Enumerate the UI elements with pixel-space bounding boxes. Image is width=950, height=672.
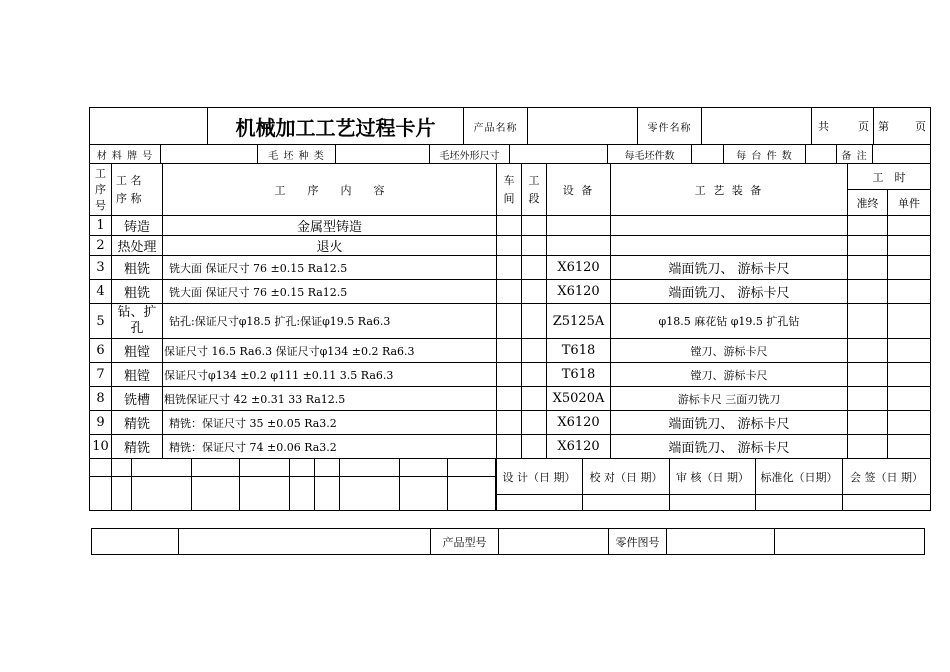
- col-workshop-line-1: 车: [503, 173, 515, 187]
- revision-cell: [192, 477, 240, 511]
- review-label: 审 核（日 期）: [670, 459, 756, 495]
- workshop-cell: [497, 236, 522, 256]
- revision-cell: [340, 477, 400, 511]
- time-final-cell: [848, 339, 888, 363]
- remarks-label: 备 注: [837, 145, 873, 164]
- workshop-cell: [497, 216, 522, 236]
- col-section-line-2: 段: [528, 191, 540, 205]
- standard-label: 标准化（日期）: [756, 459, 843, 495]
- step-content: 保证尺寸 16.5 Ra6.3 保证尺寸φ134 ±0.2 Ra6.3: [163, 339, 497, 363]
- revision-cell: [112, 477, 132, 511]
- equipment-cell: X6120: [547, 256, 611, 280]
- footer-blank-cell: [179, 529, 431, 555]
- step-no: 4: [90, 280, 112, 304]
- time-unit-cell: [888, 363, 931, 387]
- step-content: 保证尺寸φ134 ±0.2 φ111 ±0.11 3.5 Ra6.3: [163, 363, 497, 387]
- revision-cell: [192, 459, 240, 477]
- time-final-cell: [848, 411, 888, 435]
- time-final-cell: [848, 236, 888, 256]
- tooling-cell: 镗刀、游标卡尺: [611, 363, 848, 387]
- time-final-cell: [848, 363, 888, 387]
- card-title: 机械加工工艺过程卡片: [208, 108, 464, 145]
- step-name: 粗铣: [112, 256, 163, 280]
- col-step-no: [90, 164, 112, 216]
- tooling-cell: [611, 216, 848, 236]
- step-name: 钻、扩孔: [112, 304, 163, 339]
- col-step-no-char-1: 工: [95, 166, 106, 180]
- step-content: 精铣：保证尺寸 74 ±0.06 Ra3.2: [163, 435, 497, 459]
- section-cell: [522, 387, 547, 411]
- workshop-cell: [497, 339, 522, 363]
- total-pages-cell: [812, 108, 874, 145]
- material-label: 材 料 牌 号: [90, 145, 161, 164]
- col-step-name-line-1: 工 名: [116, 173, 142, 187]
- tooling-cell: φ18.5 麻花钻 φ19.5 扩孔钻: [611, 304, 848, 339]
- material-value[interactable]: [161, 145, 258, 164]
- revision-grid: [89, 458, 497, 511]
- step-no: 10: [90, 435, 112, 459]
- product-model-value[interactable]: [499, 529, 609, 555]
- part-name-value[interactable]: [702, 108, 812, 145]
- revision-cell: [112, 459, 132, 477]
- product-name-value[interactable]: [528, 108, 638, 145]
- revision-cell: [90, 459, 112, 477]
- table-row: [90, 435, 931, 459]
- part-name-label: 零件名称: [638, 108, 702, 145]
- signature-label-row: [496, 459, 931, 495]
- tooling-cell: [611, 236, 848, 256]
- sheet-label: 第: [878, 120, 889, 133]
- design-label: 设 计（日 期）: [496, 459, 583, 495]
- revision-row: [90, 477, 497, 511]
- col-section-line-1: 工: [528, 173, 540, 187]
- tooling-cell: 端面铣刀、 游标卡尺: [611, 280, 848, 304]
- revision-cell: [340, 459, 400, 477]
- time-unit-cell: [888, 304, 931, 339]
- section-cell: [522, 363, 547, 387]
- col-time-unit: 单件: [888, 190, 931, 216]
- time-final-cell: [848, 280, 888, 304]
- blank-type-label: 毛 坯 种 类: [258, 145, 336, 164]
- table-row: [90, 304, 931, 339]
- section-cell: [522, 216, 547, 236]
- equipment-cell: X6120: [547, 435, 611, 459]
- step-name: 粗镗: [112, 339, 163, 363]
- section-cell: [522, 411, 547, 435]
- step-no: 3: [90, 256, 112, 280]
- revision-row: [90, 459, 497, 477]
- time-unit-cell: [888, 256, 931, 280]
- time-final-cell: [848, 256, 888, 280]
- step-no: 8: [90, 387, 112, 411]
- table-row: [90, 236, 931, 256]
- col-step-name: [112, 164, 163, 216]
- signature-value-row: [496, 495, 931, 511]
- product-model-label: 产品型号: [431, 529, 499, 555]
- column-header-row: [90, 164, 931, 190]
- time-unit-cell: [888, 216, 931, 236]
- revision-cell: [400, 477, 448, 511]
- col-workshop-line-2: 间: [503, 191, 515, 205]
- step-content: 精铣：保证尺寸 35 ±0.05 Ra3.2: [163, 411, 497, 435]
- table-row: [90, 363, 931, 387]
- section-cell: [522, 304, 547, 339]
- check-label: 校 对（日 期）: [583, 459, 670, 495]
- standard-signature[interactable]: [756, 495, 843, 511]
- step-no: 1: [90, 216, 112, 236]
- equipment-cell: T618: [547, 363, 611, 387]
- blank-size-label: 毛坯外形尺寸: [430, 145, 510, 164]
- section-cell: [522, 280, 547, 304]
- workshop-cell: [497, 387, 522, 411]
- equipment-cell: X6120: [547, 411, 611, 435]
- time-unit-cell: [888, 339, 931, 363]
- revision-cell: [132, 477, 192, 511]
- footer-blank-cell: [775, 529, 925, 555]
- time-unit-cell: [888, 387, 931, 411]
- per-unit-label: 每 台 件 数: [724, 145, 806, 164]
- workshop-cell: [497, 435, 522, 459]
- section-cell: [522, 435, 547, 459]
- equipment-cell: [547, 216, 611, 236]
- sheet-number-cell: [874, 108, 931, 145]
- design-signature[interactable]: [496, 495, 583, 511]
- card-header-table: [89, 107, 931, 145]
- revision-cell: [240, 459, 290, 477]
- table-row: [90, 387, 931, 411]
- logo-cell: [90, 108, 208, 145]
- time-unit-cell: [888, 411, 931, 435]
- time-final-cell: [848, 216, 888, 236]
- equipment-cell: X6120: [547, 280, 611, 304]
- time-unit-cell: [888, 435, 931, 459]
- signature-block: [89, 458, 930, 512]
- revision-cell: [132, 459, 192, 477]
- tooling-cell: 镗刀、游标卡尺: [611, 339, 848, 363]
- table-row: [90, 339, 931, 363]
- process-table: [89, 163, 931, 459]
- part-drawing-label: 零件图号: [609, 529, 667, 555]
- table-row: [90, 256, 931, 280]
- step-content: 退火: [163, 236, 497, 256]
- tooling-cell: 游标卡尺 三面刃铣刀: [611, 387, 848, 411]
- revision-cell: [290, 459, 315, 477]
- step-name: 铸造: [112, 216, 163, 236]
- step-name: 热处理: [112, 236, 163, 256]
- step-name: 铣槽: [112, 387, 163, 411]
- step-name: 精铣: [112, 435, 163, 459]
- col-section: [522, 164, 547, 216]
- col-step-no-char-3: 号: [95, 198, 106, 212]
- step-content: 金属型铸造: [163, 216, 497, 236]
- revision-cell: [448, 459, 497, 477]
- product-name-label: 产品名称: [464, 108, 528, 145]
- part-drawing-value[interactable]: [667, 529, 775, 555]
- countersign-signature[interactable]: [843, 495, 931, 511]
- revision-cell: [315, 459, 340, 477]
- footer-strip: [91, 528, 924, 555]
- step-name: 粗镗: [112, 363, 163, 387]
- step-content: 粗铣保证尺寸 42 ±0.31 33 Ra12.5: [163, 387, 497, 411]
- revision-cell: [90, 477, 112, 511]
- step-name: 精铣: [112, 411, 163, 435]
- equipment-cell: [547, 236, 611, 256]
- col-tooling: 工 艺 装 备: [611, 164, 848, 216]
- per-unit-value[interactable]: [806, 145, 837, 164]
- material-table: [89, 144, 931, 164]
- time-final-cell: [848, 435, 888, 459]
- col-step-no-char-2: 序: [95, 182, 106, 196]
- section-cell: [522, 236, 547, 256]
- check-signature[interactable]: [583, 495, 670, 511]
- table-row: [90, 411, 931, 435]
- blank-type-value[interactable]: [336, 145, 430, 164]
- tooling-cell: 端面铣刀、 游标卡尺: [611, 256, 848, 280]
- step-name: 粗铣: [112, 280, 163, 304]
- workshop-cell: [497, 280, 522, 304]
- step-no: 6: [90, 339, 112, 363]
- workshop-cell: [497, 411, 522, 435]
- per-blank-label: 每毛坯件数: [608, 145, 692, 164]
- col-step-name-line-2: 序 称: [116, 191, 142, 205]
- step-no: 2: [90, 236, 112, 256]
- revision-cell: [448, 477, 497, 511]
- step-no: 7: [90, 363, 112, 387]
- footer-table: [91, 528, 925, 555]
- sheet-page-label: 页: [915, 120, 926, 133]
- process-card: [89, 107, 930, 512]
- section-cell: [522, 256, 547, 280]
- remarks-value[interactable]: [873, 145, 931, 164]
- equipment-cell: T618: [547, 339, 611, 363]
- revision-cell: [315, 477, 340, 511]
- step-content: 钻孔:保证尺寸φ18.5 扩孔:保证φ19.5 Ra6.3: [163, 304, 497, 339]
- time-final-cell: [848, 304, 888, 339]
- workshop-cell: [497, 363, 522, 387]
- review-signature[interactable]: [670, 495, 756, 511]
- section-cell: [522, 339, 547, 363]
- table-row: [90, 216, 931, 236]
- countersign-label: 会 签（日 期）: [843, 459, 931, 495]
- col-time: 工 时: [848, 164, 931, 190]
- time-unit-cell: [888, 236, 931, 256]
- footer-blank-cell: [92, 529, 179, 555]
- revision-cell: [240, 477, 290, 511]
- equipment-cell: X5020A: [547, 387, 611, 411]
- revision-cell: [290, 477, 315, 511]
- signature-table: [495, 458, 931, 511]
- tooling-cell: 端面铣刀、 游标卡尺: [611, 411, 848, 435]
- blank-size-value[interactable]: [510, 145, 608, 164]
- total-label: 共: [818, 120, 829, 133]
- per-blank-value[interactable]: [692, 145, 724, 164]
- step-content: 铣大面 保证尺寸 76 ±0.15 Ra12.5: [163, 256, 497, 280]
- total-page-label: 页: [858, 120, 869, 133]
- workshop-cell: [497, 256, 522, 280]
- col-equipment: 设 备: [547, 164, 611, 216]
- workshop-cell: [497, 304, 522, 339]
- revision-cell: [400, 459, 448, 477]
- tooling-cell: 端面铣刀、 游标卡尺: [611, 435, 848, 459]
- table-row: [90, 280, 931, 304]
- step-no: 9: [90, 411, 112, 435]
- col-content: 工 序 内 容: [163, 164, 497, 216]
- step-content: 铣大面 保证尺寸 76 ±0.15 Ra12.5: [163, 280, 497, 304]
- step-no: 5: [90, 304, 112, 339]
- time-final-cell: [848, 387, 888, 411]
- equipment-cell: Z5125A: [547, 304, 611, 339]
- col-time-final: 准终: [848, 190, 888, 216]
- col-workshop: [497, 164, 522, 216]
- time-unit-cell: [888, 280, 931, 304]
